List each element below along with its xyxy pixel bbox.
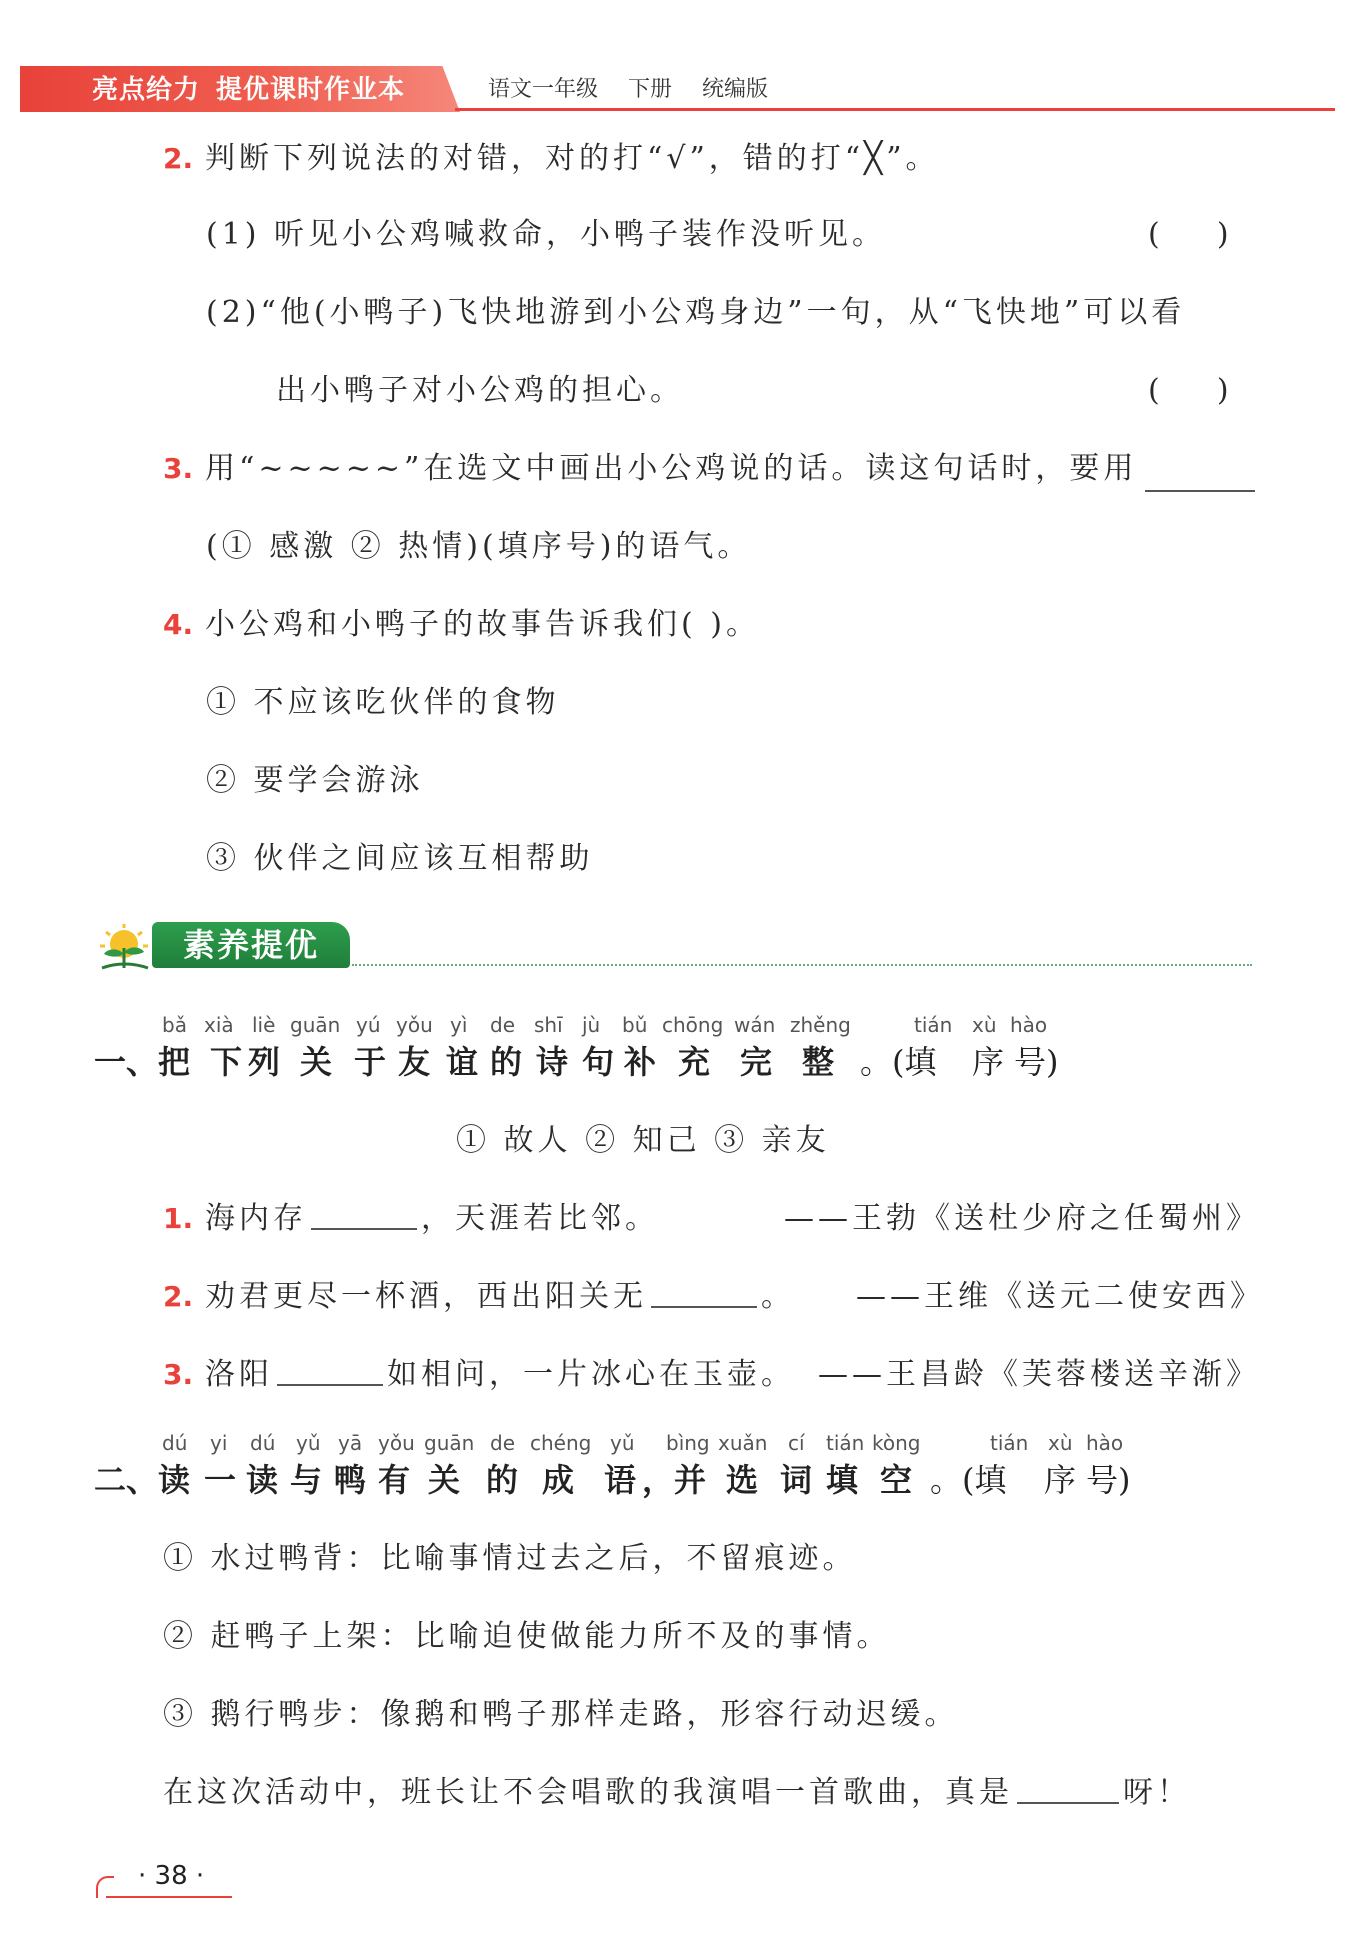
answer-blank[interactable] [1145,490,1255,492]
pinyin-syllable: yǔ [296,1431,321,1455]
poem-text: 洛阳 [205,1357,273,1392]
heading-char: 。(填 [860,1043,937,1081]
sentence-text: 呀！ [1123,1775,1191,1810]
heading-char: 填 [826,1461,859,1499]
series-label: 提优课时作业本 [216,75,406,105]
pinyin-syllable: bǔ [622,1013,648,1037]
heading-char: 的 [486,1461,519,1499]
pinyin-syllable: chéng [530,1431,592,1455]
question-text: 判断下列说法的对错，对的打“√”，错的打“╳”。 [205,141,940,176]
heading-char: 号) [1086,1461,1131,1499]
pinyin-syllable: bìng [666,1431,710,1455]
question-3 [163,448,1137,490]
heading-char: 。(填 [930,1461,1007,1499]
q4-option: ③ 伙伴之间应该互相帮助 [206,841,594,876]
answer-paren[interactable]: ( ) [1148,217,1229,252]
q3-choices: (① 感激 ② 热情)(填序号)的语气。 [206,529,752,564]
heading-char: 二、读 [94,1461,191,1499]
heading-char: ，并 [642,1461,707,1499]
heading-char: 与 [290,1461,323,1499]
poem-item-1 [163,1198,659,1240]
footer-ornament [96,1876,114,1898]
pinyin-syllable: yú [356,1013,381,1037]
pinyin-syllable: chōng [662,1013,724,1037]
poem-source: ——王昌龄《芙蓉楼送辛渐》 [818,1357,1260,1392]
heading-char: 谊 [446,1043,479,1081]
pinyin-syllable: shī [534,1013,563,1037]
pinyin-syllable: yì [450,1013,468,1037]
pinyin-syllable: yā [338,1431,363,1455]
section-divider [352,964,1252,966]
poem-text: 。 [761,1279,795,1314]
pinyin-syllable: dú [162,1431,188,1455]
q4-option: ② 要学会游泳 [206,763,424,798]
poem-text: ，天涯若比邻。 [421,1201,659,1236]
poem-source: ——王勃《送杜少府之任蜀州》 [784,1201,1260,1236]
idiom-item: ② 赶鸭子上架：比喻迫使做能力所不及的事情。 [163,1619,891,1654]
pinyin-syllable: yi [210,1431,228,1455]
heading-char: 下 [210,1043,243,1081]
pinyin-syllable: hào [1086,1431,1124,1455]
question-number: 4. [163,608,194,641]
pinyin-syllable: hào [1010,1013,1048,1037]
heading-char: 补 [624,1043,657,1081]
pinyin-syllable: cí [788,1431,805,1455]
pinyin-syllable: xù [972,1013,997,1037]
heading-char: 序 [1044,1461,1077,1499]
q4-option: ① 不应该吃伙伴的食物 [206,685,560,720]
pinyin-syllable: yǒu [378,1431,415,1455]
pinyin-syllable: de [490,1013,515,1037]
heading-char: 成 [542,1461,575,1499]
heading-char: 号) [1014,1043,1059,1081]
part1-heading [0,1040,1350,1084]
item-number: 2. [163,1280,194,1313]
edition-label: 统编版 [702,77,769,102]
heading-char: 鸭 [334,1461,367,1499]
heading-char: 句 [582,1043,615,1081]
heading-char: 语 [604,1461,637,1499]
poem-item-2 [163,1276,795,1318]
pinyin-syllable: yǔ [610,1431,635,1455]
q2-item-1: (1) 听见小公鸡喊救命，小鸭子装作没听见。 [206,217,887,252]
part2-heading [0,1458,1350,1502]
item-number: 3. [163,1358,194,1391]
heading-char: 于 [354,1043,387,1081]
question-4 [163,604,760,646]
pinyin-syllable: zhěng [790,1013,851,1037]
word-choices: ① 故人 ② 知己 ③ 亲友 [456,1123,830,1158]
header-info [488,74,798,106]
q2-item-2-cont: 出小鸭子对小公鸡的担心。 [276,373,684,408]
poem-text: 海内存 [205,1201,307,1236]
pinyin-syllable: wán [734,1013,776,1037]
pinyin-syllable: jù [582,1013,601,1037]
heading-char: 空 [880,1461,913,1499]
q2-item-2: (2)“他(小鸭子)飞快地游到小公鸡身边”一句，从“飞快地”可以看 [206,295,1186,330]
poem-item-3 [163,1354,795,1396]
heading-char: 的 [490,1043,523,1081]
heading-char: 列 [248,1043,281,1081]
pinyin-syllable: liè [252,1013,276,1037]
question-number: 3. [163,452,194,485]
pinyin-syllable: guān [290,1013,341,1037]
heading-char: 序 [972,1043,1005,1081]
pinyin-syllable: xià [204,1013,234,1037]
question-text: 用“~~~~~”在选文中画出小公鸡说的话。读这句话时，要用 [205,451,1138,486]
footer-rule [106,1896,232,1898]
part1-pinyin [0,1012,1350,1038]
item-number: 1. [163,1202,194,1235]
page-number [96,1858,231,1898]
heading-char: 有 [378,1461,411,1499]
idiom-item: ① 水过鸭背：比喻事情过去之后，不留痕迹。 [163,1541,857,1576]
part2-pinyin [0,1430,1350,1456]
pinyin-syllable: guān [424,1431,475,1455]
volume-label: 下册 [628,77,673,102]
answer-blank[interactable] [651,1276,757,1308]
answer-blank[interactable] [1017,1772,1119,1804]
pinyin-syllable: tián [826,1431,865,1455]
heading-char: 完 [740,1043,773,1081]
poem-source: ——王维《送元二使安西》 [856,1279,1264,1314]
question-text: 小公鸡和小鸭子的故事告诉我们( )。 [205,607,760,642]
heading-char: 一、把 [94,1043,191,1081]
heading-char: 友 [398,1043,431,1081]
answer-paren[interactable]: ( ) [1148,373,1229,408]
header-title [92,72,405,108]
sprout-icon [94,924,156,972]
fill-sentence [163,1772,1191,1814]
answer-blank[interactable] [277,1354,383,1386]
heading-char: 充 [678,1043,711,1081]
pinyin-syllable: kòng [872,1431,921,1455]
pinyin-syllable: xuǎn [718,1431,768,1455]
heading-char: 关 [428,1461,461,1499]
pinyin-syllable: dú [250,1431,276,1455]
pinyin-syllable: tián [914,1013,953,1037]
pinyin-syllable: xù [1048,1431,1073,1455]
poem-text: 如相问，一片冰心在玉壶。 [387,1357,795,1392]
poem-text: 劝君更尽一杯酒，西出阳关无 [205,1279,647,1314]
header-rule [455,108,1335,111]
answer-blank[interactable] [311,1198,417,1230]
question-number: 2. [163,142,194,175]
heading-char: 词 [780,1461,813,1499]
heading-char: 诗 [536,1043,569,1081]
heading-char: 读 [246,1461,279,1499]
idiom-item: ③ 鹅行鸭步：像鹅和鸭子那样走路，形容行动迟缓。 [163,1697,959,1732]
pinyin-syllable: tián [990,1431,1029,1455]
heading-char: 关 [300,1043,333,1081]
page-number-text: · 38 · [138,1861,205,1891]
pinyin-syllable: yǒu [396,1013,433,1037]
heading-char: 整 [802,1043,835,1081]
question-2 [163,138,940,180]
section-title: 素养提优 [152,922,350,968]
pinyin-syllable: de [490,1431,515,1455]
subject-label: 语文一年级 [488,77,599,102]
pinyin-syllable: bǎ [162,1013,187,1037]
sentence-text: 在这次活动中，班长让不会唱歌的我演唱一首歌曲，真是 [163,1775,1013,1810]
heading-char: 一 [204,1461,237,1499]
brand-label: 亮点给力 [92,75,201,105]
heading-char: 选 [726,1461,759,1499]
